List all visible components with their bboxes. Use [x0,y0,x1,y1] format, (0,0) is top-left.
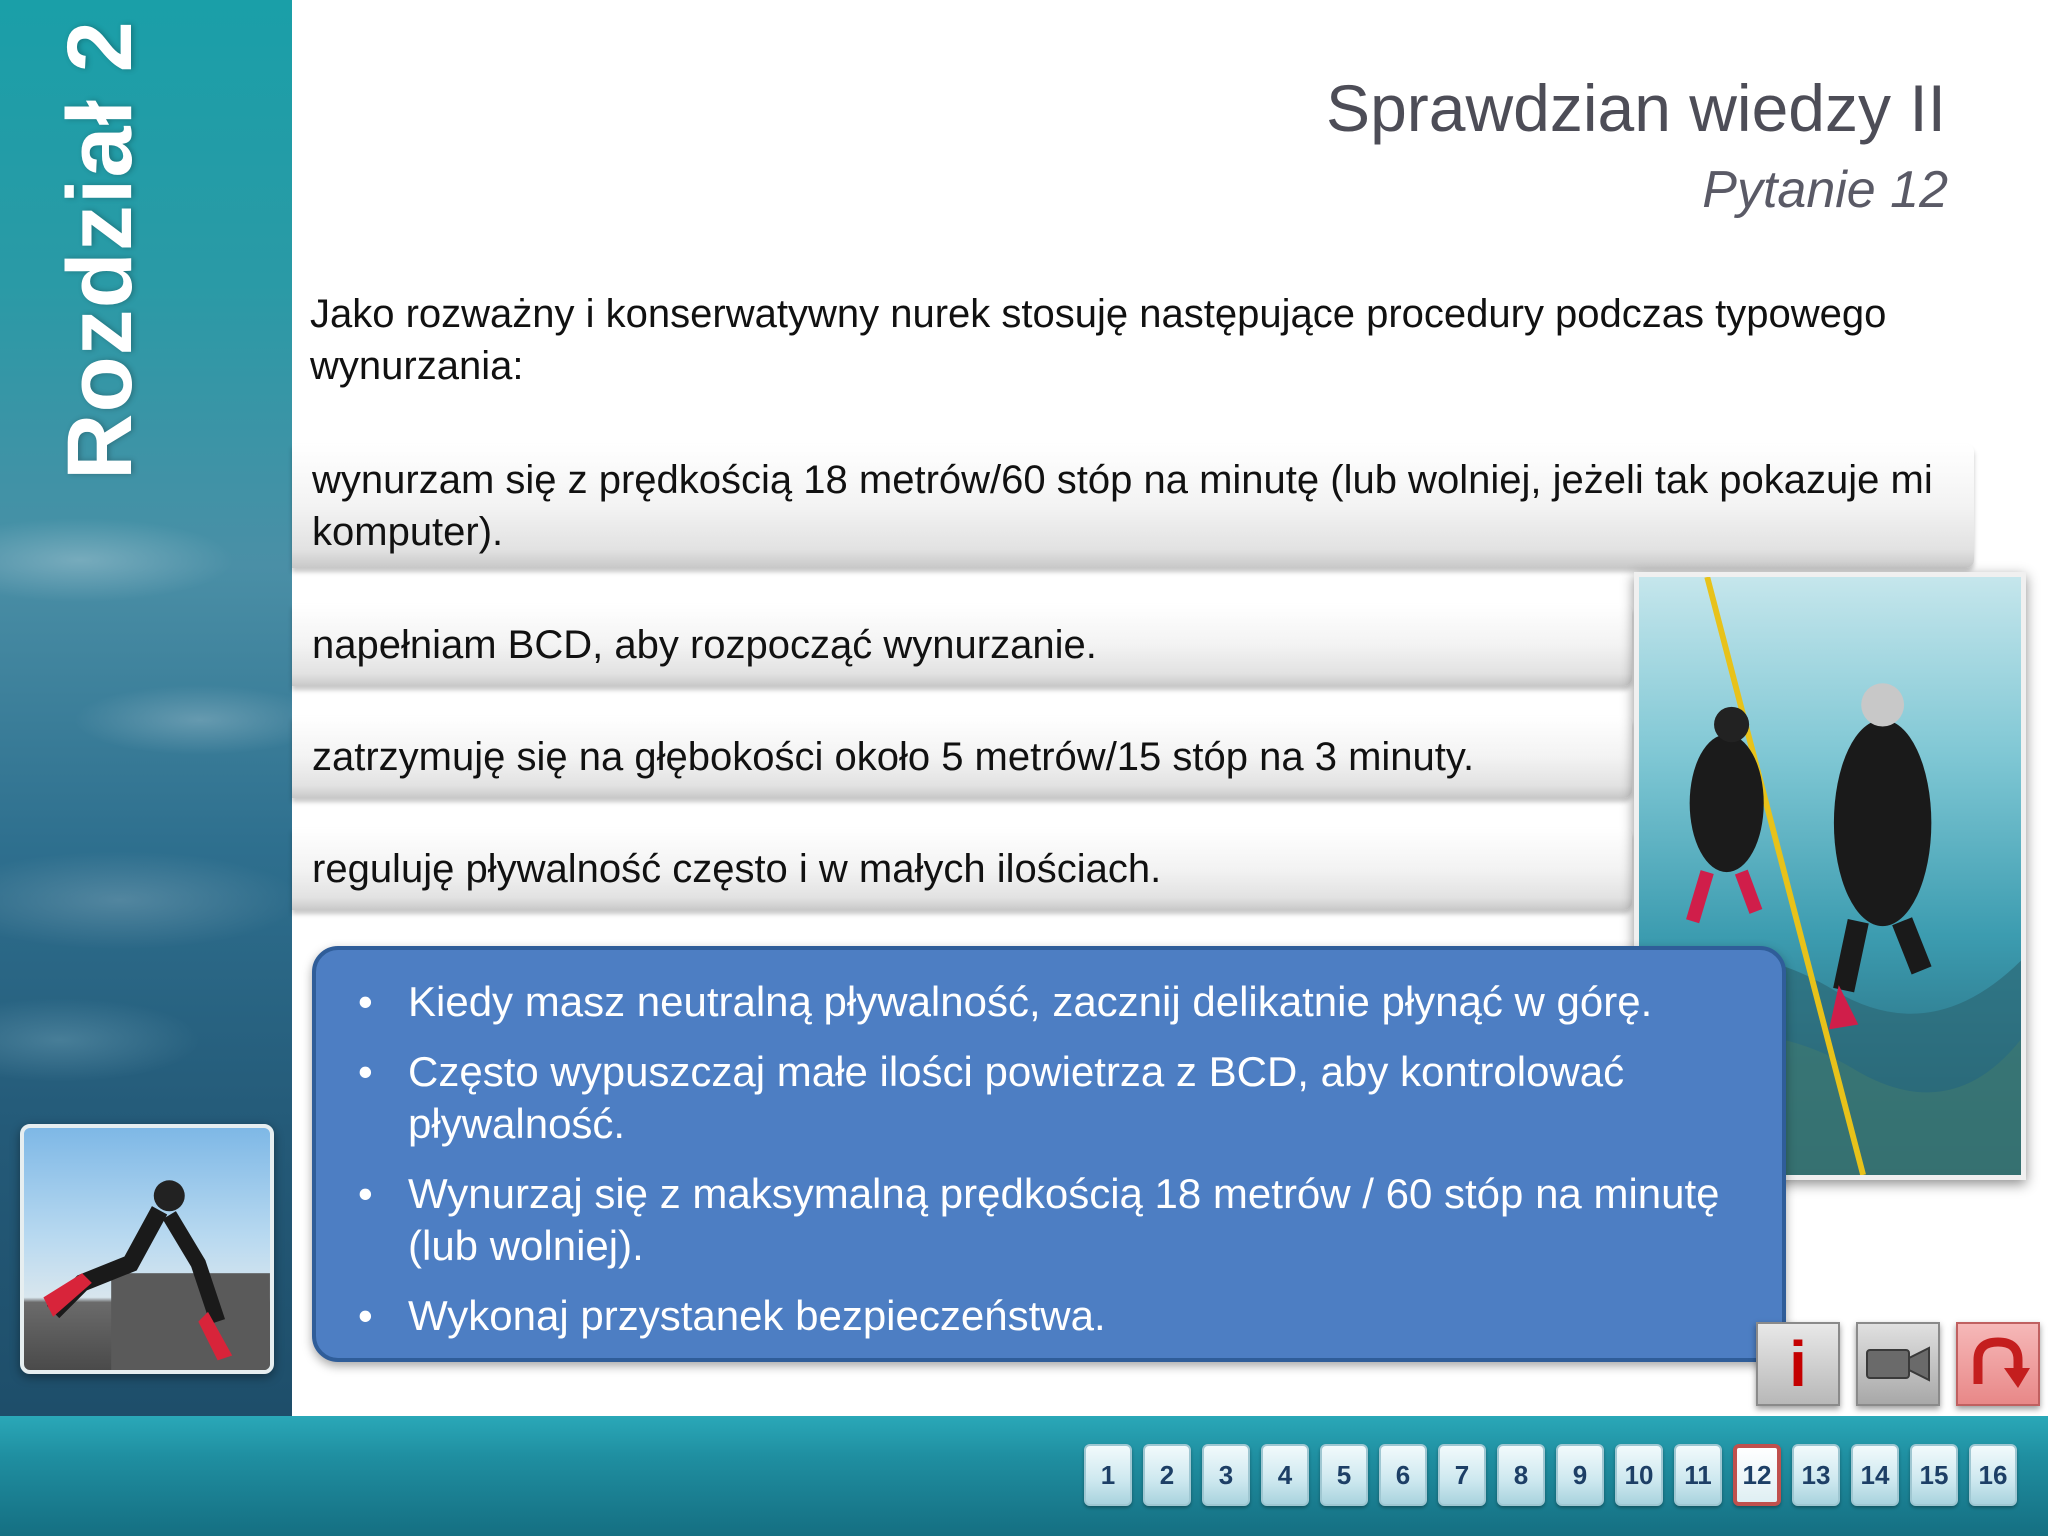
page-button-14[interactable]: 14 [1851,1444,1899,1506]
page-navigation [1084,1444,2017,1506]
page-button-11[interactable]: 11 [1674,1444,1722,1506]
feedback-item: • Kiedy masz neutralną pływalność, zacznij delikatnie płynąć w górę. [344,976,1742,1028]
feedback-box [312,946,1786,1362]
answer-option-2[interactable]: napełniam BCD, aby rozpocząć wynurzanie. [292,604,1632,686]
slide-title: Sprawdzian wiedzy II [1326,71,1946,145]
video-button[interactable] [1856,1322,1940,1406]
page-button-12[interactable]: 12 [1733,1444,1781,1506]
return-arrow-icon [1966,1332,2030,1396]
page-button-16[interactable]: 16 [1969,1444,2017,1506]
page-button-8[interactable]: 8 [1497,1444,1545,1506]
chapter-sidebar [0,0,292,1416]
answer-option-4[interactable]: reguluję pływalność często i w małych ilościach. [292,828,1632,910]
question-number: Pytanie 12 [1702,161,1948,219]
page-button-10[interactable]: 10 [1615,1444,1663,1506]
diver-jump-image [20,1124,274,1374]
page-button-9[interactable]: 9 [1556,1444,1604,1506]
page-button-7[interactable]: 7 [1438,1444,1486,1506]
page-button-1[interactable]: 1 [1084,1444,1132,1506]
answer-option-1[interactable]: wynurzam się z prędkością 18 metrów/60 stóp na minutę (lub wolniej, jeżeli tak pokazuje mi komputer). [292,444,1974,568]
video-camera-icon [1865,1344,1931,1384]
info-button[interactable] [1756,1322,1840,1406]
page-button-15[interactable]: 15 [1910,1444,1958,1506]
answer-option-3[interactable]: zatrzymuję się na głębokości około 5 metrów/15 stóp na 3 minuty. [292,716,1632,798]
page-button-2[interactable]: 2 [1143,1444,1191,1506]
page-button-5[interactable]: 5 [1320,1444,1368,1506]
return-button[interactable] [1956,1322,2040,1406]
page-button-3[interactable]: 3 [1202,1444,1250,1506]
question-text: Jako rozważny i konserwatywny nurek stosuję następujące procedury podczas typowego wynurzania: [310,292,1887,388]
info-icon: i [1789,1328,1807,1400]
page-button-6[interactable]: 6 [1379,1444,1427,1506]
page-button-13[interactable]: 13 [1792,1444,1840,1506]
page-button-4[interactable]: 4 [1261,1444,1309,1506]
chapter-title: Rozdział 2 [49,20,151,480]
feedback-item: • Wykonaj przystanek bezpieczeństwa. [344,1290,1742,1342]
feedback-item: • Często wypuszczaj małe ilości powietrza z BCD, aby kontrolować pływalność. [344,1046,1742,1150]
feedback-item: • Wynurzaj się z maksymalną prędkością 18 metrów / 60 stóp na minutę (lub wolniej). [344,1168,1742,1272]
